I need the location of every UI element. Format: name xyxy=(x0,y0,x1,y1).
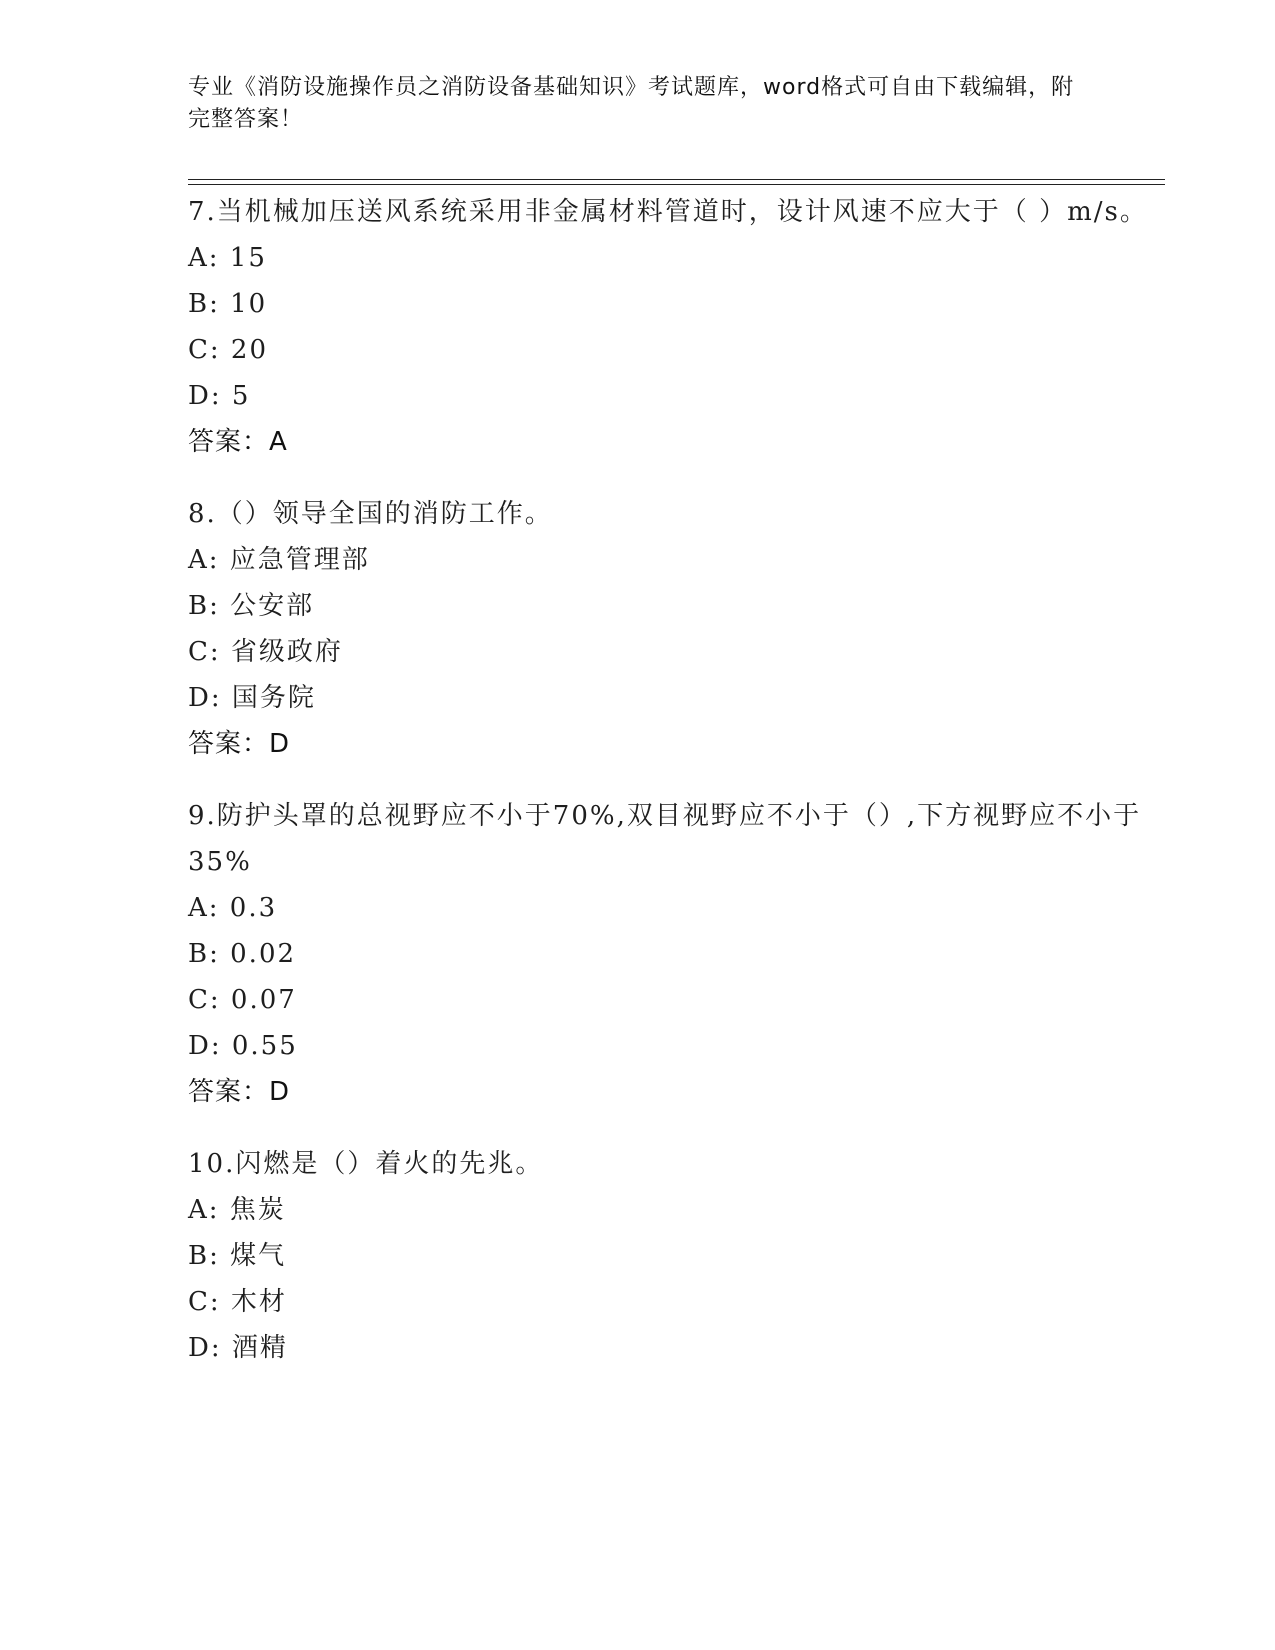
question-text: 9.防护头罩的总视野应不小于70%,双目视野应不小于（）,下方视野应不小于35% xyxy=(188,801,1142,877)
option-c: C: 省级政府 xyxy=(188,637,343,667)
question-text: 10.闪燃是（）着火的先兆。 xyxy=(188,1149,544,1179)
answer-label: 答案：A xyxy=(188,427,288,457)
option-a: A: 15 xyxy=(188,243,267,273)
answer-label: 答案：D xyxy=(188,1077,291,1107)
option-c: C: 20 xyxy=(188,335,269,365)
question-text: 7.当机械加压送风系统采用非金属材料管道时，设计风速不应大于（ ）m/s。 xyxy=(188,197,1148,227)
question-7 xyxy=(188,189,1165,465)
option-d: D: 5 xyxy=(188,381,251,411)
option-b: B: 10 xyxy=(188,289,268,319)
option-a: A: 焦炭 xyxy=(188,1195,286,1225)
option-c: C: 0.07 xyxy=(188,985,297,1015)
document-header: 专业《消防设施操作员之消防设备基础知识》考试题库，word格式可自由下载编辑，附完整答案！ xyxy=(188,75,1075,132)
option-d: D: 国务院 xyxy=(188,683,316,713)
option-d: D: 酒精 xyxy=(188,1333,288,1363)
option-b: B: 煤气 xyxy=(188,1241,287,1271)
question-9 xyxy=(188,793,1165,1115)
header-divider-bottom xyxy=(188,184,1165,185)
option-c: C: 木材 xyxy=(188,1287,287,1317)
answer-label: 答案：D xyxy=(188,729,291,759)
option-b: B: 0.02 xyxy=(188,939,297,969)
question-8 xyxy=(188,491,1165,767)
question-list xyxy=(188,189,1165,1397)
question-text: 8.（）领导全国的消防工作。 xyxy=(188,499,553,529)
question-10 xyxy=(188,1141,1165,1371)
option-d: D: 0.55 xyxy=(188,1031,298,1061)
option-a: A: 应急管理部 xyxy=(188,545,370,575)
option-b: B: 公安部 xyxy=(188,591,315,621)
option-a: A: 0.3 xyxy=(188,893,278,923)
header-divider-top xyxy=(188,179,1165,180)
